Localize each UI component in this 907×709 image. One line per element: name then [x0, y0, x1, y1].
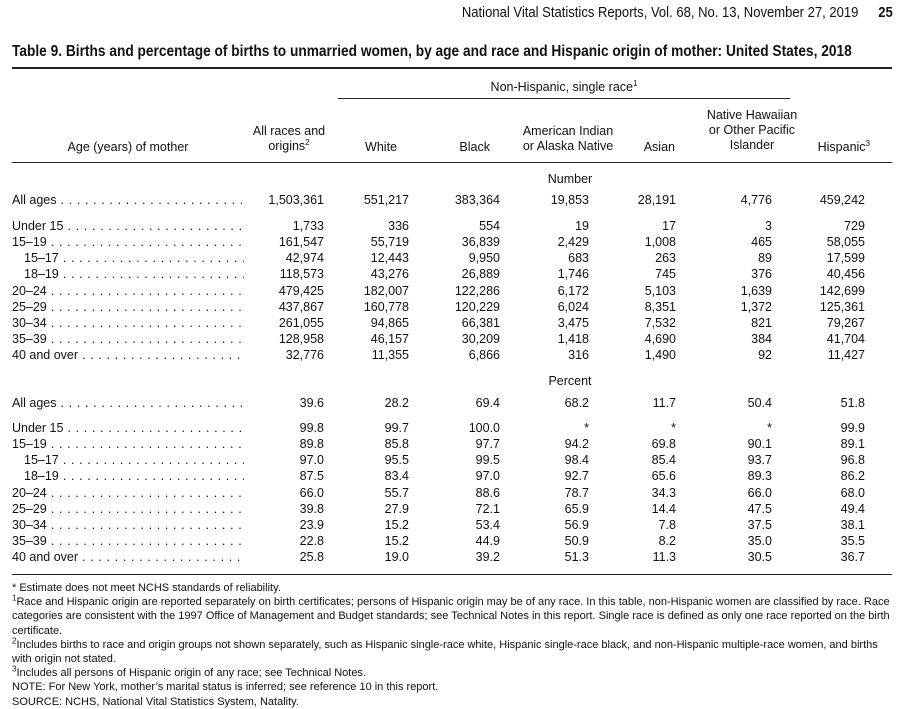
cell-all-races: 161,547 [278, 235, 324, 249]
header-black-label: Black [459, 140, 490, 154]
table-row [0, 533, 907, 549]
header-all-races-line1: All races and [252, 124, 326, 138]
footnote-text: Race and Hispanic origin are reported separately on birth certificates; persons of Hispanic origin may be of any race. In this table, non-Hispanic women are classified by race. Race categories are consistent with the 1997 Office of Management and Budget standards; see Technical Notes in this report. Single race is defined as only one race reported on the birth certificate. [12, 596, 890, 637]
cell-aian: 68.2 [564, 396, 589, 410]
cell-all-races: 99.8 [299, 421, 324, 435]
cell-black: 122,286 [454, 284, 500, 298]
cell-hispanic: 142,699 [819, 284, 865, 298]
cell-black: 36,839 [461, 235, 500, 249]
cell-hispanic: 41,704 [826, 332, 865, 346]
cell-aian: 6,024 [557, 300, 589, 314]
cell-asian: 34.3 [651, 486, 676, 500]
cell-white: 336 [388, 219, 409, 233]
footnote-mark: 2 [12, 636, 17, 646]
page-number: 25 [878, 5, 893, 21]
cell-all-races: 23.9 [299, 518, 324, 532]
cell-asian: 7,532 [644, 316, 676, 330]
cell-aian: 94.2 [564, 437, 589, 451]
stub-header [12, 140, 244, 155]
row-label: 30–34 . . . [12, 517, 244, 533]
cell-aian: 1,418 [557, 332, 589, 346]
header-nhopi-line2: or Other Pacific [708, 123, 796, 137]
row-label: 40 and over . . . [12, 347, 244, 363]
table-title: Table 9. Births and percentage of births to unmarried women, by age and race and Hispanic origin of mother: United States, 2018 [12, 43, 852, 60]
cell-black: 97.0 [475, 469, 500, 483]
cell-black: 44.9 [475, 534, 500, 548]
header-white [340, 140, 397, 155]
row-label: 15–19 . . . [12, 436, 244, 452]
cell-hispanic: 96.8 [840, 453, 865, 467]
cell-hispanic: 11,427 [827, 348, 865, 362]
cell-all-races: 39.6 [299, 396, 324, 410]
cell-white: 85.8 [384, 437, 409, 451]
table-row [0, 315, 907, 331]
cell-aian: 50.9 [564, 534, 589, 548]
cell-asian: 5,103 [644, 284, 676, 298]
cell-asian: 28,191 [637, 193, 676, 207]
table-row [0, 234, 907, 250]
footnote-mark: * [12, 582, 20, 594]
table-row [0, 485, 907, 501]
cell-nhopi: * [767, 421, 772, 435]
header-aian-line1: American Indian [522, 124, 614, 138]
stub-header-label: Age (years) of mother [67, 140, 189, 154]
row-label: All ages . . . [12, 395, 244, 411]
header-spanner-label: Non-Hispanic, single race [490, 80, 633, 94]
cell-nhopi: 3 [765, 219, 772, 233]
header-asian [615, 140, 675, 155]
row-label: 30–34 . . . [12, 315, 244, 331]
cell-white: 15.2 [384, 534, 409, 548]
cell-nhopi: 821 [751, 316, 772, 330]
row-label: 20–24 . . . [12, 283, 244, 299]
cell-black: 88.6 [475, 486, 500, 500]
header-aian [510, 124, 626, 154]
cell-nhopi: 50.4 [747, 396, 772, 410]
header-nhopi-line1: Native Hawaiian [706, 108, 798, 122]
cell-hispanic: 17,599 [826, 251, 865, 265]
header-nhopi [696, 108, 808, 153]
cell-hispanic: 40,456 [826, 267, 865, 281]
footnote-text: Includes all persons of Hispanic origin of any race; see Technical Notes. [16, 667, 366, 680]
spanner-rule [338, 98, 790, 99]
cell-aian: 2,429 [557, 235, 589, 249]
footnote-ref-1: 1 [632, 78, 638, 88]
table-row [0, 420, 907, 436]
cell-aian: 1,746 [557, 267, 589, 281]
cell-aian: 3,475 [557, 316, 589, 330]
footnote-mark: 3 [12, 664, 17, 674]
table-row [0, 266, 907, 282]
cell-asian: 263 [655, 251, 676, 265]
cell-asian: 85.4 [651, 453, 676, 467]
cell-black: 66,381 [461, 316, 500, 330]
table-row [0, 299, 907, 315]
cell-asian: 7.8 [658, 518, 676, 532]
header-hispanic [800, 140, 870, 155]
cell-asian: 745 [655, 267, 676, 281]
cell-black: 99.5 [475, 453, 500, 467]
cell-all-races: 437,867 [278, 300, 324, 314]
footnote-mark: 1 [12, 593, 17, 603]
cell-all-races: 22.8 [299, 534, 324, 548]
cell-asian: 11.7 [652, 396, 676, 410]
cell-asian: * [671, 421, 676, 435]
table-row [0, 331, 907, 347]
cell-black: 383,364 [454, 193, 500, 207]
cell-black: 100.0 [468, 421, 500, 435]
cell-hispanic: 51.8 [840, 396, 865, 410]
row-label: Under 15 . . . [12, 420, 244, 436]
cell-asian: 14.4 [651, 502, 676, 516]
table-row [0, 501, 907, 517]
cell-black: 26,889 [461, 267, 500, 281]
cell-aian: 19,853 [550, 193, 589, 207]
cell-black: 69.4 [475, 396, 500, 410]
row-label: 18–19 . . . [24, 468, 244, 484]
cell-white: 46,157 [370, 332, 409, 346]
row-label: All ages . . . [12, 192, 244, 208]
cell-white: 94,865 [370, 316, 409, 330]
footnotes [12, 581, 892, 709]
cell-aian: 92.7 [564, 469, 589, 483]
cell-nhopi: 93.7 [747, 453, 772, 467]
cell-white: 15.2 [384, 518, 409, 532]
cell-white: 55,719 [370, 235, 409, 249]
cell-all-races: 479,425 [278, 284, 324, 298]
cell-all-races: 89.8 [299, 437, 324, 451]
cell-nhopi: 35.0 [747, 534, 772, 548]
table-row [0, 283, 907, 299]
row-label: 35–39 . . . [12, 533, 244, 549]
header-all-races-line2 [244, 139, 334, 154]
cell-black: 97.7 [475, 437, 500, 451]
cell-white: 83.4 [384, 469, 409, 483]
cell-white: 551,217 [363, 193, 409, 207]
cell-hispanic: 125,361 [819, 300, 865, 314]
cell-nhopi: 1,639 [740, 284, 772, 298]
table-row [0, 517, 907, 533]
header-white-label: White [365, 140, 397, 154]
cell-all-races: 118,573 [279, 267, 324, 281]
row-label: Under 15 . . . [12, 218, 244, 234]
cell-all-races: 261,055 [278, 316, 324, 330]
cell-nhopi: 465 [751, 235, 772, 249]
cell-white: 95.5 [384, 453, 409, 467]
cell-nhopi: 30.5 [747, 550, 772, 564]
cell-hispanic: 79,267 [826, 316, 865, 330]
cell-asian: 8,351 [644, 300, 676, 314]
table-bottom-rule [12, 574, 892, 575]
cell-hispanic: 49.4 [840, 502, 865, 516]
table-row [0, 549, 907, 565]
footnote-text: Estimate does not meet NCHS standards of reliability. [19, 582, 281, 594]
header-asian-label: Asian [643, 140, 675, 154]
cell-asian: 65.6 [651, 469, 676, 483]
table-note [12, 680, 892, 694]
cell-white: 28.2 [384, 396, 409, 410]
header-hispanic-label: Hispanic [817, 140, 866, 154]
cell-aian: 683 [568, 251, 589, 265]
row-label: 15–17 . . . [24, 452, 244, 468]
cell-aian: 316 [568, 348, 589, 362]
cell-black: 9,950 [468, 251, 500, 265]
cell-hispanic: 89.1 [840, 437, 865, 451]
cell-aian: 6,172 [557, 284, 589, 298]
footnote-3 [12, 666, 892, 680]
cell-hispanic: 459,242 [819, 193, 865, 207]
header-spanner [338, 80, 790, 95]
table-row [0, 250, 907, 266]
cell-white: 182,007 [363, 284, 409, 298]
cell-nhopi: 90.1 [747, 437, 772, 451]
cell-nhopi: 37.5 [747, 518, 772, 532]
running-head-text: National Vital Statistics Reports, Vol. 68, No. 13, November 27, 2019 [462, 5, 859, 21]
cell-black: 72.1 [475, 502, 500, 516]
cell-hispanic: 38.1 [840, 518, 865, 532]
cell-white: 19.0 [384, 550, 409, 564]
cell-asian: 69.8 [651, 437, 676, 451]
cell-white: 43,276 [370, 267, 409, 281]
cell-asian: 1,008 [644, 235, 676, 249]
row-label: 18–19 . . . [24, 266, 244, 282]
cell-nhopi: 1,372 [740, 300, 772, 314]
row-label: 20–24 . . . [12, 485, 244, 501]
cell-black: 6,866 [468, 348, 500, 362]
cell-nhopi: 4,776 [740, 193, 772, 207]
cell-asian: 1,490 [644, 348, 676, 362]
cell-white: 11,355 [371, 348, 409, 362]
cell-hispanic: 68.0 [840, 486, 865, 500]
cell-aian: 65.9 [564, 502, 589, 516]
cell-hispanic: 36.7 [840, 550, 865, 564]
cell-nhopi: 384 [751, 332, 772, 346]
cell-aian: 51.3 [564, 550, 589, 564]
row-label: 35–39 . . . [12, 331, 244, 347]
cell-hispanic: 86.2 [840, 469, 865, 483]
footnote-ref-3: 3 [865, 138, 870, 148]
cell-asian: 8.2 [658, 534, 676, 548]
header-bottom-rule [12, 162, 892, 163]
cell-all-races: 87.5 [299, 469, 324, 483]
footnote-2 [12, 638, 892, 666]
row-label: 25–29 . . . [12, 501, 244, 517]
cell-all-races: 25.8 [299, 550, 324, 564]
header-all-races-word: origins [268, 139, 306, 153]
top-rule [12, 67, 892, 69]
table-row [0, 192, 907, 208]
cell-aian: 56.9 [564, 518, 589, 532]
cell-white: 27.9 [384, 502, 409, 516]
cell-asian: 11.3 [652, 550, 676, 564]
header-black [430, 140, 490, 155]
cell-hispanic: 58,055 [826, 235, 865, 249]
cell-black: 554 [479, 219, 500, 233]
cell-all-races: 39.8 [299, 502, 324, 516]
section-number: Number [547, 172, 593, 186]
cell-aian: 78.7 [564, 486, 589, 500]
cell-aian: 19 [575, 219, 589, 233]
cell-nhopi: 89.3 [747, 469, 772, 483]
cell-all-races: 1,733 [292, 219, 324, 233]
cell-aian: * [584, 421, 589, 435]
row-label: 25–29 . . . [12, 299, 244, 315]
cell-white: 12,443 [370, 251, 409, 265]
cell-asian: 17 [662, 219, 676, 233]
cell-white: 99.7 [384, 421, 409, 435]
running-head [462, 5, 893, 21]
cell-all-races: 97.0 [299, 453, 324, 467]
table-row [0, 436, 907, 452]
cell-all-races: 66.0 [299, 486, 324, 500]
footnote-text: Includes births to race and origin groups not shown separately, such as Hispanic single-race white, Hispanic single-race black, and non-Hispanic multiple-race women, and births with origin not stated. [12, 638, 878, 666]
footnote-1 [12, 595, 892, 638]
cell-all-races: 42,974 [285, 251, 324, 265]
cell-hispanic: 729 [844, 219, 865, 233]
cell-black: 120,229 [454, 300, 500, 314]
cell-white: 160,778 [363, 300, 409, 314]
cell-black: 53.4 [475, 518, 500, 532]
cell-white: 55.7 [384, 486, 409, 500]
cell-black: 39.2 [475, 550, 500, 564]
cell-nhopi: 66.0 [747, 486, 772, 500]
cell-hispanic: 99.9 [840, 421, 865, 435]
header-all-races [244, 124, 334, 154]
footnote-ref-2: 2 [305, 137, 310, 147]
table-row [0, 395, 907, 411]
header-nhopi-line3: Islander [729, 138, 775, 152]
cell-nhopi: 376 [751, 267, 772, 281]
row-label: 15–17 . . . [24, 250, 244, 266]
cell-nhopi: 89 [758, 251, 772, 265]
cell-nhopi: 92 [758, 348, 772, 362]
row-label: 15–19 . . . [12, 234, 244, 250]
table-row [0, 218, 907, 234]
cell-asian: 4,690 [644, 332, 676, 346]
row-label: 40 and over . . . [12, 549, 244, 565]
section-percent: Percent [548, 374, 592, 388]
table-row [0, 347, 907, 363]
cell-aian: 98.4 [564, 453, 589, 467]
cell-all-races: 1,503,361 [268, 193, 324, 207]
cell-nhopi: 47.5 [747, 502, 772, 516]
cell-hispanic: 35.5 [840, 534, 865, 548]
source-text: SOURCE: NCHS, National Vital Statistics System, Natality. [12, 695, 299, 708]
note-text: NOTE: For New York, mother’s marital status is inferred; see reference 10 in this report. [12, 681, 439, 694]
table-row [0, 452, 907, 468]
table-row [0, 468, 907, 484]
cell-all-races: 128,958 [278, 332, 324, 346]
cell-all-races: 32,776 [285, 348, 324, 362]
cell-black: 30,209 [461, 332, 500, 346]
header-aian-line2: or Alaska Native [522, 139, 614, 153]
footnote-asterisk [12, 581, 892, 595]
